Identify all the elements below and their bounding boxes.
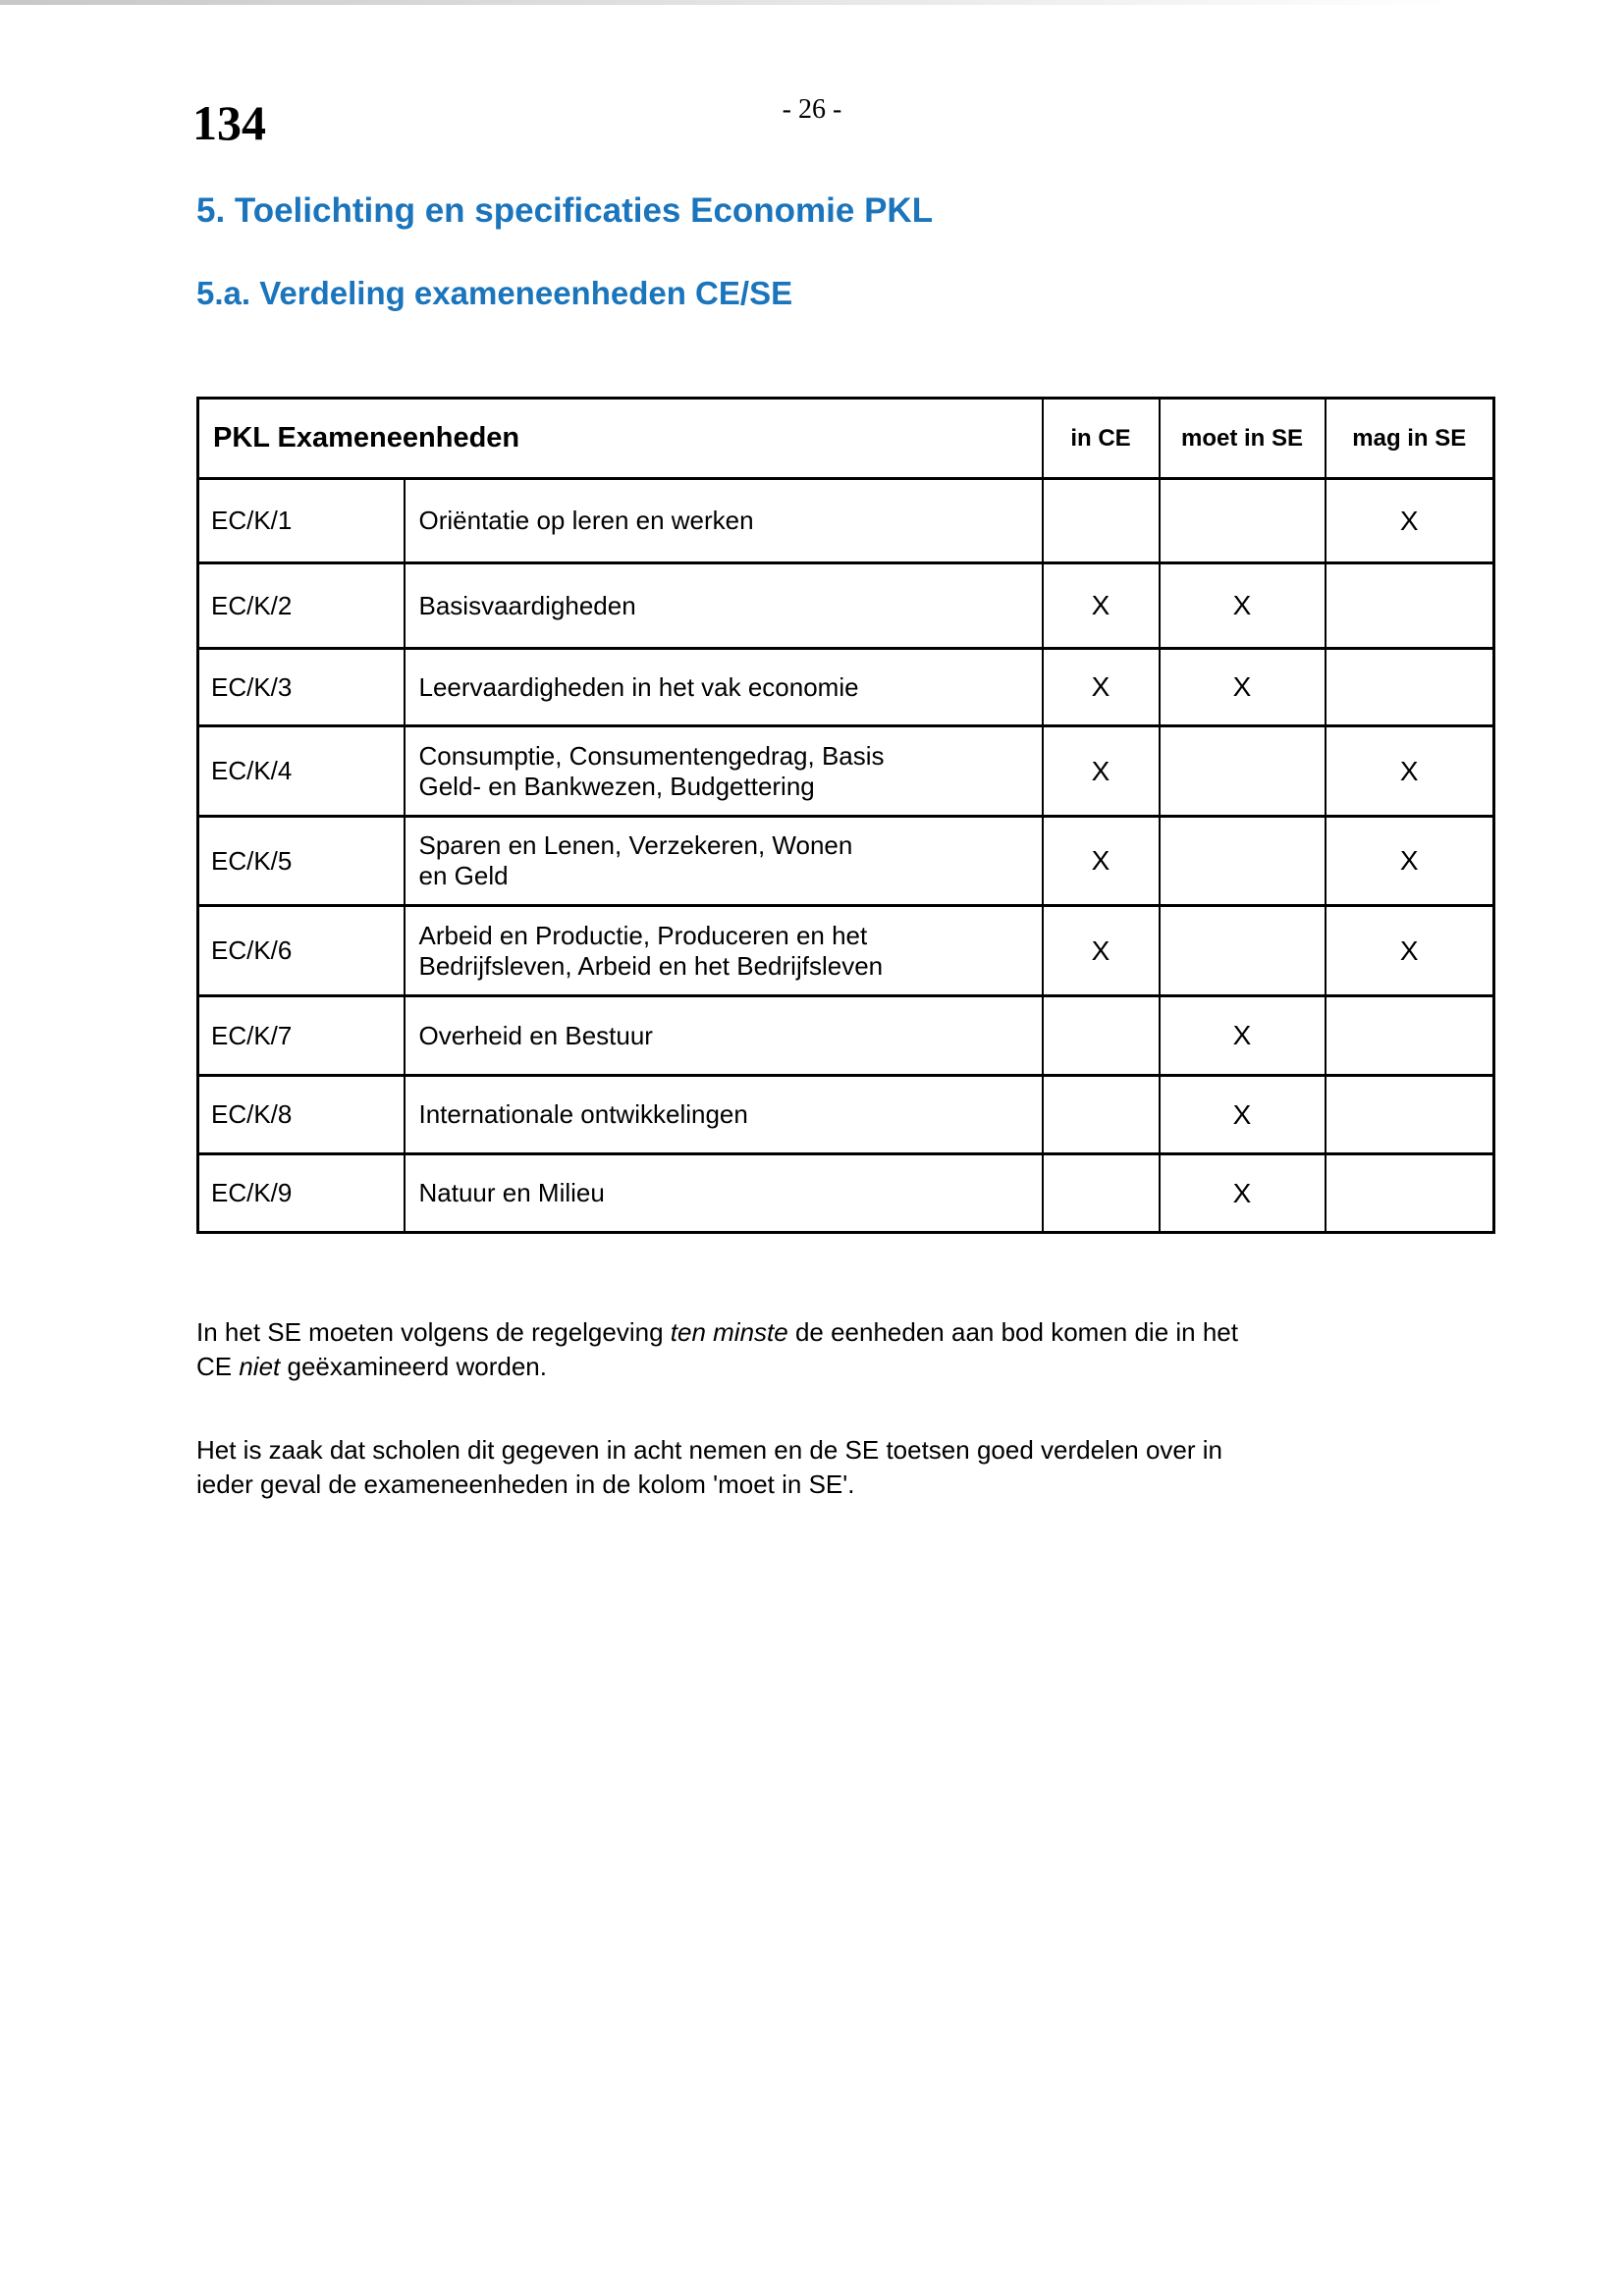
mark-moet-in-se — [1160, 817, 1326, 906]
mark-mag-in-se — [1326, 1154, 1494, 1233]
mark-moet-in-se — [1160, 479, 1326, 563]
paragraph-se-advice — [196, 1433, 1463, 1502]
table-row — [198, 479, 1494, 563]
exam-unit-description: Overheid en Bestuur — [405, 996, 1043, 1076]
exam-unit-code: EC/K/4 — [198, 726, 405, 817]
mark-mag-in-se: X — [1326, 906, 1494, 996]
mark-moet-in-se: X — [1160, 1154, 1326, 1233]
paragraph-line: CE niet geëxamineerd worden. — [196, 1352, 547, 1381]
mark-in-ce — [1043, 1076, 1160, 1154]
exam-unit-description: Sparen en Lenen, Verzekeren, Wonen en Geld — [405, 817, 1043, 906]
exam-units-table — [196, 397, 1495, 1234]
table-row — [198, 726, 1494, 817]
mark-mag-in-se — [1326, 563, 1494, 649]
paragraph-se-regulation — [196, 1315, 1463, 1384]
mark-mag-in-se — [1326, 1076, 1494, 1154]
table-row — [198, 996, 1494, 1076]
document-corner-number: 134 — [192, 95, 266, 150]
mark-in-ce: X — [1043, 906, 1160, 996]
mark-moet-in-se: X — [1160, 563, 1326, 649]
mark-in-ce — [1043, 996, 1160, 1076]
mark-in-ce: X — [1043, 726, 1160, 817]
exam-unit-code: EC/K/2 — [198, 563, 405, 649]
mark-mag-in-se — [1326, 649, 1494, 726]
mark-in-ce: X — [1043, 563, 1160, 649]
exam-unit-code: EC/K/6 — [198, 906, 405, 996]
section-heading: 5. Toelichting en specificaties Economie PKL — [196, 191, 934, 230]
exam-unit-code: EC/K/9 — [198, 1154, 405, 1233]
mark-in-ce — [1043, 1154, 1160, 1233]
mark-moet-in-se — [1160, 726, 1326, 817]
table-header-row — [198, 399, 1494, 479]
table-row — [198, 906, 1494, 996]
mark-in-ce: X — [1043, 649, 1160, 726]
mark-mag-in-se: X — [1326, 817, 1494, 906]
column-header-mag-in-se: mag in SE — [1326, 399, 1494, 479]
table-title-header: PKL Exameneenheden — [198, 399, 1043, 479]
mark-moet-in-se — [1160, 906, 1326, 996]
exam-unit-code: EC/K/7 — [198, 996, 405, 1076]
mark-mag-in-se — [1326, 996, 1494, 1076]
column-header-in-ce: in CE — [1043, 399, 1160, 479]
exam-unit-description: Basisvaardigheden — [405, 563, 1043, 649]
exam-unit-description: Consumptie, Consumentengedrag, Basis Geld- en Bankwezen, Budgettering — [405, 726, 1043, 817]
table-row — [198, 563, 1494, 649]
exam-unit-code: EC/K/5 — [198, 817, 405, 906]
mark-moet-in-se: X — [1160, 996, 1326, 1076]
table-row — [198, 649, 1494, 726]
subsection-heading: 5.a. Verdeling exameneenheden CE/SE — [196, 275, 793, 311]
paragraph-line: Het is zaak dat scholen dit gegeven in acht nemen en de SE toetsen goed verdelen over in — [196, 1435, 1223, 1465]
mark-mag-in-se: X — [1326, 726, 1494, 817]
mark-moet-in-se: X — [1160, 649, 1326, 726]
paragraph-line: In het SE moeten volgens de regelgeving ten minste de eenheden aan bod komen die in het — [196, 1317, 1238, 1347]
scan-artifact — [0, 0, 1532, 5]
table-row — [198, 1154, 1494, 1233]
paragraph-line: ieder geval de exameneenheden in de kolom 'moet in SE'. — [196, 1469, 855, 1499]
mark-mag-in-se: X — [1326, 479, 1494, 563]
exam-unit-description: Natuur en Milieu — [405, 1154, 1043, 1233]
exam-unit-description: Internationale ontwikkelingen — [405, 1076, 1043, 1154]
table-row — [198, 1076, 1494, 1154]
exam-unit-description: Arbeid en Productie, Produceren en het Bedrijfsleven, Arbeid en het Bedrijfsleven — [405, 906, 1043, 996]
page-number: - 26 - — [782, 94, 842, 125]
exam-unit-code: EC/K/3 — [198, 649, 405, 726]
column-header-moet-in-se: moet in SE — [1160, 399, 1326, 479]
table-row — [198, 817, 1494, 906]
exam-unit-description: Leervaardigheden in het vak economie — [405, 649, 1043, 726]
mark-in-ce: X — [1043, 817, 1160, 906]
exam-unit-code: EC/K/1 — [198, 479, 405, 563]
mark-in-ce — [1043, 479, 1160, 563]
exam-unit-code: EC/K/8 — [198, 1076, 405, 1154]
exam-unit-description: Oriëntatie op leren en werken — [405, 479, 1043, 563]
mark-moet-in-se: X — [1160, 1076, 1326, 1154]
